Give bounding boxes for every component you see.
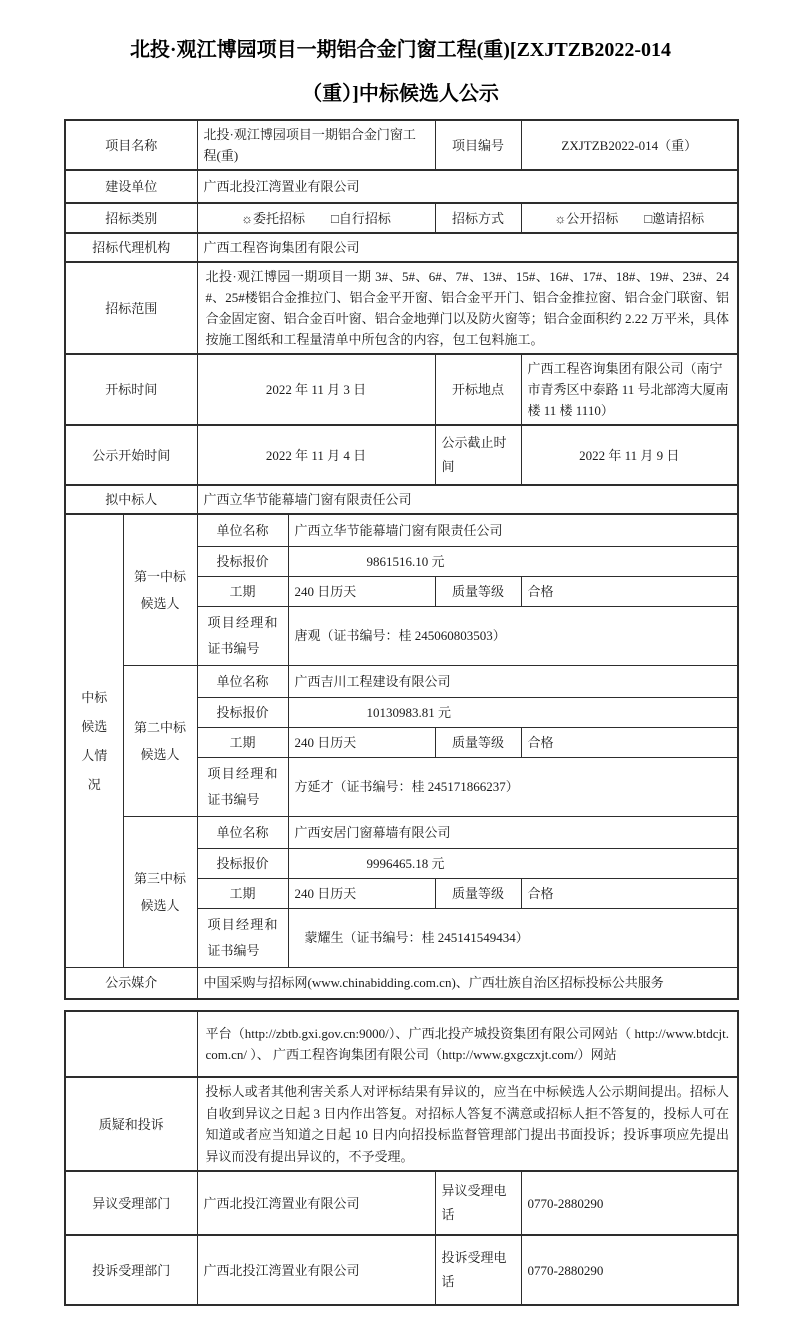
candidate-1-price-value: 9861516.10 元 [288,546,738,576]
candidate-3-duration-value: 240 日历天 [288,878,435,908]
scope-value: 北投·观江博园一期项目一期 3#、5#、6#、7#、13#、15#、16#、17#、18#、19#、23#、24#、25#楼铝合金推拉门、铝合金平开窗、铝合金平开门、铝合金推拉窗、铝合金门联窗、铝合金固定窗、铝合金百叶窗、铝合金地弹门以及防火窗等；铝合金面积约 2.22 万平米，具体按施工图纸和工程量清单中所包含的内容，包工包料施工。 [197,262,738,354]
candidate-2-price-value: 10130983.81 元 [288,697,738,727]
bid-category-options: ☼委托招标 □自行招标 [197,203,435,233]
candidate-2-quality-value: 合格 [521,727,738,757]
page-title-line2: （重）]中标候选人公示 [302,83,499,105]
complaint-dept-value: 广西北投江湾置业有限公司 [197,1235,435,1305]
media-value-continued: 平台（http://zbtb.gxi.gov.cn:9000/）、广西北投产城投资集团有限公司网站（ http://www.btdcjt.com.cn/ ）、 广西工程咨询集团有限公司（http://www.gxgczxjt.com/）网站 [197,1011,738,1077]
publicity-end-value: 2022 年 11 月 9 日 [521,425,738,485]
candidate-3-quality-label: 质量等级 [435,878,521,908]
agency-label: 招标代理机构 [65,233,197,262]
candidate-3-company-value: 广西安居门窗幕墙有限公司 [288,816,738,848]
candidate-1-price-label: 投标报价 [197,546,288,576]
candidate-1-quality-label: 质量等级 [435,576,521,606]
candidate-2-company-value: 广西吉川工程建设有限公司 [288,665,738,697]
candidate-1-quality-value: 合格 [521,576,738,606]
candidate-3-duration-label: 工期 [197,878,288,908]
proposed-winner-value: 广西立华节能幕墙门窗有限责任公司 [197,485,738,514]
candidate-3-price-value: 9996465.18 元 [288,848,738,878]
candidate-1-duration-value: 240 日历天 [288,576,435,606]
objection-phone-label: 异议受理电话 [435,1171,521,1235]
scope-label: 招标范围 [65,262,197,354]
objection-label: 质疑和投诉 [65,1077,197,1171]
complaint-phone-value: 0770-2880290 [521,1235,738,1305]
candidate-1-company-value: 广西立华节能幕墙门窗有限责任公司 [288,514,738,546]
project-name-label: 项目名称 [65,120,197,170]
page-title-line1: 北投·观江博园项目一期铝合金门窗工程(重)[ZXJTZB2022-014 [129,39,672,61]
open-place-value: 广西工程咨询集团有限公司（南宁市青秀区中泰路 11 号北部湾大厦南楼 11 楼 1110） [521,354,738,425]
candidate-2-duration-value: 240 日历天 [288,727,435,757]
project-name-value: 北投·观江博园项目一期铝合金门窗工程(重) [197,120,435,170]
complaint-dept-label: 投诉受理部门 [65,1235,197,1305]
candidate-3-quality-value: 合格 [521,878,738,908]
candidate-3-rank: 第三中标候选人 [123,816,197,967]
media-label-empty [65,1011,197,1077]
candidate-2-manager-value: 方延才（证书编号：桂 245171866237） [288,757,738,816]
objection-text: 投标人或者其他利害关系人对评标结果有异议的，应当在中标候选人公示期间提出。招标人自收到异议之日起 3 日内作出答复。对招标人答复不满意或招标人拒不答复的，投标人可在知道或者应当知道之日起 10 日内向招投标监督管理部门提出书面投诉；投诉事项应先提出异议而没有提出异议的，不予受理。 [197,1077,738,1171]
candidate-1-manager-value: 唐观（证书编号：桂 245060803503） [288,606,738,665]
objection-phone-value: 0770-2880290 [521,1171,738,1235]
table-gap [64,1000,737,1010]
objection-table [64,1010,739,1306]
candidate-1-rank: 第一中标候选人 [123,514,197,665]
candidate-2-manager-label: 项目经理和证书编号 [197,757,288,816]
publicity-end-label: 公示截止时间 [435,425,521,485]
project-code-label: 项目编号 [435,120,521,170]
agency-value: 广西工程咨询集团有限公司 [197,233,738,262]
open-time-value: 2022 年 11 月 3 日 [197,354,435,425]
media-value-line1: 中国采购与招标网(www.chinabidding.com.cn)、广西壮族自治区招标投标公共服务 [197,967,738,999]
candidate-2-price-label: 投标报价 [197,697,288,727]
owner-value: 广西北投江湾置业有限公司 [197,170,738,203]
bid-info-table [64,119,739,1000]
candidate-3-company-label: 单位名称 [197,816,288,848]
open-place-label: 开标地点 [435,354,521,425]
open-time-label: 开标时间 [65,354,197,425]
page-title [64,28,737,116]
bid-method-options: ☼公开招标 □邀请招标 [521,203,738,233]
candidate-3-price-label: 投标报价 [197,848,288,878]
objection-dept-value: 广西北投江湾置业有限公司 [197,1171,435,1235]
candidate-2-duration-label: 工期 [197,727,288,757]
proposed-winner-label: 拟中标人 [65,485,197,514]
candidate-1-manager-label: 项目经理和证书编号 [197,606,288,665]
project-code-value: ZXJTZB2022-014（重） [521,120,738,170]
candidate-3-manager-label: 项目经理和证书编号 [197,908,288,967]
candidate-2-company-label: 单位名称 [197,665,288,697]
bid-method-label: 招标方式 [435,203,521,233]
candidate-2-quality-label: 质量等级 [435,727,521,757]
complaint-phone-label: 投诉受理电话 [435,1235,521,1305]
media-label: 公示媒介 [65,967,197,999]
publicity-start-value: 2022 年 11 月 4 日 [197,425,435,485]
candidate-1-company-label: 单位名称 [197,514,288,546]
candidate-2-rank: 第二中标候选人 [123,665,197,816]
owner-label: 建设单位 [65,170,197,203]
candidate-1-duration-label: 工期 [197,576,288,606]
candidate-3-manager-value: 蒙耀生（证书编号：桂 245141549434） [288,908,738,967]
publicity-start-label: 公示开始时间 [65,425,197,485]
objection-dept-label: 异议受理部门 [65,1171,197,1235]
bid-category-label: 招标类别 [65,203,197,233]
candidates-section-label: 中标候选人情况 [65,514,123,967]
